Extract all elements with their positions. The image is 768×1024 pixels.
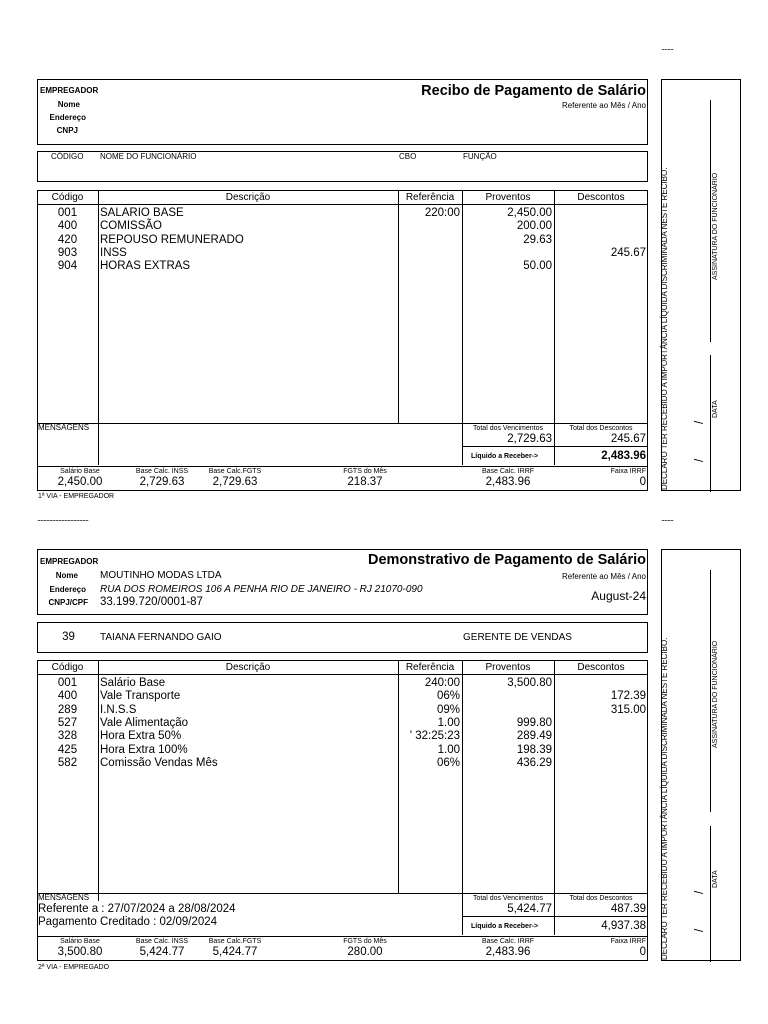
column-divider — [98, 893, 99, 901]
bases-divider — [37, 466, 648, 467]
signature-label: ASSINATURA DO FUNCIONÁRIO — [712, 172, 719, 280]
item-descontos: 315.00 — [610, 703, 646, 716]
total-earnings-label: Total dos Vencimentos — [472, 425, 544, 432]
employee-name: TAIANA FERNANDO GAIO — [100, 632, 222, 643]
base-fgts-label: Base Calc.FGTS — [208, 938, 262, 945]
base-salary-label: Salário Base — [60, 938, 100, 945]
item-descricao: I.N.S.S — [100, 703, 137, 716]
header-divider — [37, 204, 648, 205]
item-referencia: 09% — [436, 703, 460, 716]
reference-month-label: Referente ao Mês / Ano — [561, 101, 646, 110]
item-proventos: 289.49 — [516, 730, 552, 743]
item-descricao: Comissão Vendas Mês — [100, 756, 218, 769]
total-deductions-label: Total dos Descontos — [569, 425, 633, 432]
item-codigo: 400 — [57, 690, 78, 703]
employer-name: MOUTINHO MODAS LTDA — [100, 570, 222, 581]
base-salary-label: Salário Base — [60, 468, 100, 475]
item-codigo: 001 — [57, 207, 78, 219]
signature-stub — [661, 549, 741, 961]
date-label: DATA — [712, 870, 719, 888]
date-slash: / — [694, 420, 706, 424]
item-referencia: 220:00 — [424, 207, 460, 219]
total-deductions-value: 245.67 — [610, 433, 646, 445]
item-proventos: 198.39 — [516, 743, 552, 756]
employer-address: RUA DOS ROMEIROS 106 A PENHA RIO DE JANEIRO - RJ 21070-090 — [100, 584, 423, 595]
base-fgts-value: 5,424.77 — [212, 946, 258, 958]
employee-code-header: CÓDIGO — [51, 152, 84, 161]
total-earnings-label: Total dos Vencimentos — [472, 895, 544, 902]
address-label: Endereço — [49, 113, 86, 122]
col-header-code: Código — [51, 192, 84, 203]
item-descricao: Vale Transporte — [100, 690, 181, 703]
column-divider — [398, 190, 399, 423]
total-earnings-value: 5,424.77 — [507, 903, 552, 915]
col-header-reference: Referência — [405, 662, 455, 673]
message-line: Referente a : 27/07/2024 a 28/08/2024 — [38, 903, 236, 915]
fgts-month-label: FGTS do Mês — [343, 938, 387, 945]
total-deductions-label: Total dos Descontos — [569, 895, 633, 902]
date-line — [710, 355, 711, 492]
irrf-bracket-label: Faixa IRRF — [610, 468, 646, 475]
base-salary-value: 2,450.00 — [57, 476, 103, 488]
signature-label: ASSINATURA DO FUNCIONÁRIO — [712, 640, 719, 748]
total-earnings-value: 2,729.63 — [507, 433, 552, 445]
base-irrf-value: 2,483.96 — [485, 476, 531, 488]
name-label: Nome — [57, 100, 80, 109]
employer-cnpj: 33.199.720/0001-87 — [100, 596, 203, 608]
base-irrf-value: 2,483.96 — [485, 946, 531, 958]
fgts-month-value: 218.37 — [347, 476, 383, 488]
irrf-bracket-value: 0 — [639, 946, 646, 958]
receipt-declaration: DECLARO TER RECEBIDO A IMPORTÂNCIA LÍQUIDA DISCRIMINADA NESTE RECIBO. — [660, 637, 669, 960]
base-fgts-value: 2,729.63 — [212, 476, 258, 488]
function-header: FUNÇÃO — [463, 152, 497, 161]
totals-divider — [462, 916, 648, 917]
name-label: Nome — [55, 571, 78, 580]
messages-divider — [37, 893, 648, 894]
item-codigo: 903 — [57, 246, 78, 259]
col-header-deductions: Descontos — [577, 192, 625, 203]
dot-leader: .................................. — [37, 513, 89, 523]
net-pay-label: Líquido a Receber-> — [471, 923, 539, 930]
receipt-declaration: DECLARO TER RECEBIDO A IMPORTÂNCIA LÍQUIDA DISCRIMINADA NESTE RECIBO. — [660, 167, 669, 490]
base-inss-value: 5,424.77 — [139, 946, 185, 958]
cnpj-label: CNPJ/CPF — [48, 598, 88, 607]
item-descricao: Hora Extra 50% — [100, 730, 182, 743]
signature-stub — [661, 79, 741, 491]
header-divider — [37, 674, 648, 675]
column-divider — [98, 423, 99, 465]
item-referencia: 240:00 — [424, 677, 460, 689]
date-slash: / — [694, 928, 706, 932]
base-salary-value: 3,500.80 — [57, 946, 103, 958]
date-slash: / — [694, 458, 706, 462]
item-descricao: HORAS EXTRAS — [100, 260, 191, 273]
document-title: Recibo de Pagamento de Salário — [421, 83, 646, 99]
totals-divider — [462, 446, 648, 447]
item-proventos: 50.00 — [523, 260, 552, 273]
reference-month-value: August-24 — [591, 589, 646, 603]
irrf-bracket-value: 0 — [639, 476, 646, 488]
item-proventos: 3,500.80 — [507, 677, 552, 689]
item-proventos: 200.00 — [516, 220, 552, 233]
reference-month-label: Referente ao Mês / Ano — [561, 572, 646, 581]
item-codigo: 582 — [57, 756, 78, 769]
bases-divider — [37, 936, 648, 937]
item-descricao: COMISSÃO — [100, 220, 162, 233]
column-divider — [98, 660, 99, 893]
dot-leader: ........ — [661, 42, 674, 52]
col-header-description: Descrição — [225, 662, 271, 673]
item-descricao: INSS — [100, 246, 127, 259]
base-inss-value: 2,729.63 — [139, 476, 185, 488]
item-descontos: 172.39 — [610, 690, 646, 703]
column-divider — [98, 190, 99, 423]
total-deductions-value: 487.39 — [610, 903, 646, 915]
col-header-description: Descrição — [225, 192, 271, 203]
item-codigo: 420 — [57, 233, 78, 246]
item-descricao: Vale Alimentação — [100, 716, 189, 729]
item-referencia: 06% — [436, 756, 460, 769]
cnpj-label: CNPJ — [56, 126, 78, 135]
base-fgts-label: Base Calc.FGTS — [208, 468, 262, 475]
irrf-bracket-label: Faixa IRRF — [610, 938, 646, 945]
cbo-header: CBO — [399, 152, 417, 161]
column-divider — [462, 660, 463, 893]
item-codigo: 400 — [57, 220, 78, 233]
signature-line — [710, 100, 711, 342]
item-descricao: SALARIO BASE — [100, 207, 184, 219]
item-descricao: Hora Extra 100% — [100, 743, 188, 756]
item-codigo: 001 — [57, 677, 78, 689]
date-label: DATA — [712, 400, 719, 418]
item-referencia: ' 32:25:23 — [409, 730, 460, 743]
fgts-month-value: 280.00 — [347, 946, 383, 958]
col-header-earnings: Proventos — [485, 192, 531, 203]
fgts-month-label: FGTS do Mês — [343, 468, 387, 475]
employee-function: GERENTE DE VENDAS — [463, 632, 572, 643]
message-line: Pagamento Creditado : 02/09/2024 — [38, 916, 218, 928]
item-proventos: 999.80 — [516, 716, 552, 729]
messages-divider — [37, 423, 648, 424]
item-referencia: 1.00 — [437, 743, 460, 756]
col-header-deductions: Descontos — [577, 662, 625, 673]
col-header-earnings: Proventos — [485, 662, 531, 673]
employee-name-header: NOME DO FUNCIONÁRIO — [100, 152, 197, 161]
item-codigo: 904 — [57, 260, 78, 273]
employee-code: 39 — [62, 631, 75, 643]
employer-label: EMPREGADOR — [40, 557, 99, 566]
item-descricao: Salário Base — [100, 677, 166, 689]
item-proventos: 436.29 — [516, 756, 552, 769]
item-descontos: 245.67 — [610, 246, 646, 259]
date-slash: / — [694, 890, 706, 894]
dot-leader: ........ — [661, 513, 674, 523]
col-header-code: Código — [51, 662, 84, 673]
base-irrf-label: Base Calc. IRRF — [481, 938, 535, 945]
item-proventos: 2,450.00 — [507, 207, 552, 219]
copy-label: 2ª VIA - EMPREGADO — [38, 964, 110, 971]
item-codigo: 328 — [57, 730, 78, 743]
net-pay-value: 2,483.96 — [601, 450, 646, 462]
address-label: Endereço — [49, 585, 86, 594]
date-line — [710, 826, 711, 962]
net-pay-label: Líquido a Receber-> — [471, 453, 539, 460]
item-proventos: 29.63 — [523, 233, 552, 246]
item-referencia: 1.00 — [437, 716, 460, 729]
item-codigo: 289 — [57, 703, 78, 716]
messages-label: MENSAGENS — [38, 893, 90, 902]
item-descricao: REPOUSO REMUNERADO — [100, 233, 244, 246]
item-codigo: 425 — [57, 743, 78, 756]
net-pay-value: 4,937.38 — [601, 920, 646, 932]
base-irrf-label: Base Calc. IRRF — [481, 468, 535, 475]
document-title: Demonstrativo de Pagamento de Salário — [368, 552, 646, 568]
signature-line — [710, 570, 711, 812]
copy-label: 1ª VIA - EMPREGADOR — [38, 493, 115, 500]
col-header-reference: Referência — [405, 192, 455, 203]
item-codigo: 527 — [57, 716, 78, 729]
base-inss-label: Base Calc. INSS — [135, 468, 189, 475]
item-referencia: 06% — [436, 690, 460, 703]
messages-label: MENSAGENS — [38, 423, 90, 432]
base-inss-label: Base Calc. INSS — [135, 938, 189, 945]
employer-label: EMPREGADOR — [40, 86, 99, 95]
